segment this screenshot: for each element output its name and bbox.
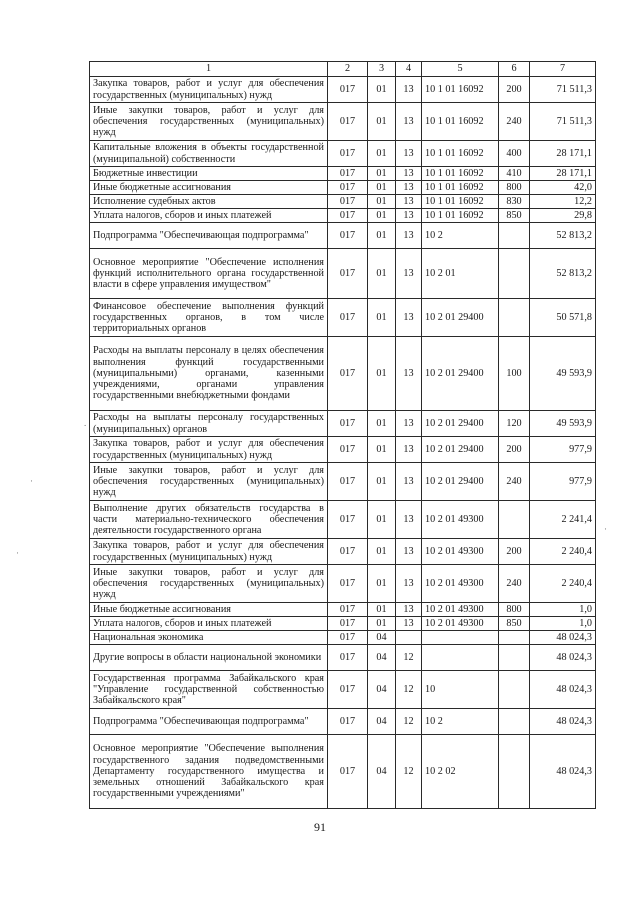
cell-target-article: 10 2 01 49300 <box>422 603 499 617</box>
cell-amount: 1,0 <box>530 603 596 617</box>
cell-section: 01 <box>368 437 396 463</box>
cell-target-article: 10 2 02 <box>422 735 499 809</box>
cell-name: Другие вопросы в области национальной экономики <box>90 645 328 671</box>
cell-expense-type <box>499 299 530 337</box>
cell-subsection: 13 <box>396 209 422 223</box>
cell-amount: 48 024,3 <box>530 671 596 709</box>
cell-admin-code: 017 <box>328 671 368 709</box>
table-row <box>90 735 596 809</box>
cell-expense-type: 200 <box>499 539 530 565</box>
cell-target-article: 10 2 01 <box>422 249 499 299</box>
table-row <box>90 249 596 299</box>
cell-expense-type <box>499 249 530 299</box>
cell-admin-code: 017 <box>328 249 368 299</box>
cell-name: Национальная экономика <box>90 631 328 645</box>
cell-name: Выполнение других обязательств государства в части материально-технического обеспечения деятельности государственного органа <box>90 501 328 539</box>
cell-expense-type <box>499 671 530 709</box>
cell-expense-type: 850 <box>499 617 530 631</box>
cell-name: Подпрограмма "Обеспечивающая подпрограмма" <box>90 223 328 249</box>
column-header-5: 5 <box>422 62 499 77</box>
cell-target-article: 10 1 01 16092 <box>422 103 499 141</box>
cell-name: Основное мероприятие "Обеспечение исполнения функций исполнительного органа государственной власти в сфере управления имуществом" <box>90 249 328 299</box>
scan-dot: . <box>84 418 87 428</box>
scan-dot: · <box>16 548 19 558</box>
cell-expense-type <box>499 709 530 735</box>
cell-target-article: 10 <box>422 671 499 709</box>
cell-expense-type <box>499 223 530 249</box>
cell-target-article: 10 2 <box>422 709 499 735</box>
cell-expense-type: 240 <box>499 463 530 501</box>
cell-admin-code: 017 <box>328 617 368 631</box>
cell-expense-type <box>499 645 530 671</box>
column-header-1: 1 <box>90 62 328 77</box>
cell-target-article: 10 2 01 29400 <box>422 463 499 501</box>
cell-subsection: 13 <box>396 337 422 411</box>
cell-section: 01 <box>368 299 396 337</box>
cell-target-article: 10 2 01 49300 <box>422 617 499 631</box>
cell-section: 01 <box>368 539 396 565</box>
cell-section: 01 <box>368 617 396 631</box>
cell-admin-code: 017 <box>328 337 368 411</box>
cell-subsection: 13 <box>396 411 422 437</box>
cell-name: Государственная программа Забайкальского края "Управление государственной собственностью Забайкальского края" <box>90 671 328 709</box>
table-row <box>90 501 596 539</box>
cell-subsection: 12 <box>396 645 422 671</box>
cell-target-article: 10 1 01 16092 <box>422 181 499 195</box>
table-row <box>90 671 596 709</box>
cell-name: Закупка товаров, работ и услуг для обеспечения государственных (муниципальных) нужд <box>90 437 328 463</box>
cell-target-article: 10 1 01 16092 <box>422 195 499 209</box>
cell-section: 01 <box>368 167 396 181</box>
cell-subsection: 13 <box>396 565 422 603</box>
cell-subsection: 13 <box>396 501 422 539</box>
column-header-4: 4 <box>396 62 422 77</box>
cell-subsection: 13 <box>396 167 422 181</box>
table-row <box>90 337 596 411</box>
cell-section: 01 <box>368 603 396 617</box>
cell-target-article: 10 1 01 16092 <box>422 167 499 181</box>
cell-target-article: 10 2 01 29400 <box>422 299 499 337</box>
table-row <box>90 645 596 671</box>
cell-name: Основное мероприятие "Обеспечение выполнения государственного задания подведомственными Департаменту государственного имущества и земельных отношений Забайкальского края государственными учреждениями" <box>90 735 328 809</box>
table-row <box>90 223 596 249</box>
table-row <box>90 411 596 437</box>
cell-admin-code: 017 <box>328 299 368 337</box>
cell-amount: 71 511,3 <box>530 103 596 141</box>
table-row <box>90 709 596 735</box>
table-row <box>90 141 596 167</box>
table-row <box>90 299 596 337</box>
cell-amount: 977,9 <box>530 437 596 463</box>
cell-expense-type: 100 <box>499 337 530 411</box>
cell-name: Уплата налогов, сборов и иных платежей <box>90 209 328 223</box>
cell-target-article <box>422 631 499 645</box>
cell-subsection: 13 <box>396 299 422 337</box>
cell-amount: 977,9 <box>530 463 596 501</box>
cell-subsection: 13 <box>396 77 422 103</box>
column-header-6: 6 <box>499 62 530 77</box>
cell-subsection: 13 <box>396 141 422 167</box>
cell-admin-code: 017 <box>328 209 368 223</box>
cell-name: Исполнение судебных актов <box>90 195 328 209</box>
cell-subsection: 13 <box>396 195 422 209</box>
cell-subsection <box>396 631 422 645</box>
cell-expense-type: 240 <box>499 565 530 603</box>
cell-expense-type: 240 <box>499 103 530 141</box>
page-number: 91 <box>314 820 326 834</box>
cell-amount: 50 571,8 <box>530 299 596 337</box>
cell-target-article <box>422 645 499 671</box>
cell-section: 04 <box>368 645 396 671</box>
cell-amount: 48 024,3 <box>530 631 596 645</box>
cell-amount: 2 240,4 <box>530 565 596 603</box>
table-row <box>90 209 596 223</box>
cell-name: Иные бюджетные ассигнования <box>90 181 328 195</box>
cell-amount: 71 511,3 <box>530 77 596 103</box>
cell-expense-type: 200 <box>499 437 530 463</box>
cell-expense-type: 800 <box>499 181 530 195</box>
table-row <box>90 437 596 463</box>
cell-target-article: 10 2 01 29400 <box>422 411 499 437</box>
cell-amount: 12,2 <box>530 195 596 209</box>
cell-admin-code: 017 <box>328 631 368 645</box>
cell-target-article: 10 1 01 16092 <box>422 77 499 103</box>
table-row <box>90 181 596 195</box>
cell-name: Иные закупки товаров, работ и услуг для обеспечения государственных (муниципальных) нужд <box>90 565 328 603</box>
cell-admin-code: 017 <box>328 603 368 617</box>
cell-name: Иные закупки товаров, работ и услуг для обеспечения государственных (муниципальных) нужд <box>90 103 328 141</box>
cell-admin-code: 017 <box>328 141 368 167</box>
column-header-7: 7 <box>530 62 596 77</box>
cell-amount: 42,0 <box>530 181 596 195</box>
table-row <box>90 617 596 631</box>
column-header-2: 2 <box>328 62 368 77</box>
table-row <box>90 463 596 501</box>
cell-subsection: 13 <box>396 539 422 565</box>
cell-admin-code: 017 <box>328 463 368 501</box>
cell-section: 01 <box>368 411 396 437</box>
cell-subsection: 13 <box>396 463 422 501</box>
cell-section: 04 <box>368 735 396 809</box>
cell-admin-code: 017 <box>328 195 368 209</box>
cell-name: Подпрограмма "Обеспечивающая подпрограмма" <box>90 709 328 735</box>
table-header-row <box>90 62 596 77</box>
cell-amount: 1,0 <box>530 617 596 631</box>
cell-name: Иные бюджетные ассигнования <box>90 603 328 617</box>
cell-name: Иные закупки товаров, работ и услуг для обеспечения государственных (муниципальных) нужд <box>90 463 328 501</box>
cell-name: Уплата налогов, сборов и иных платежей <box>90 617 328 631</box>
table-row <box>90 603 596 617</box>
cell-expense-type: 200 <box>499 77 530 103</box>
cell-subsection: 13 <box>396 603 422 617</box>
cell-target-article: 10 2 01 49300 <box>422 565 499 603</box>
cell-expense-type <box>499 501 530 539</box>
cell-expense-type: 800 <box>499 603 530 617</box>
cell-target-article: 10 2 <box>422 223 499 249</box>
table-row <box>90 631 596 645</box>
table-row <box>90 539 596 565</box>
cell-admin-code: 017 <box>328 437 368 463</box>
cell-amount: 29,8 <box>530 209 596 223</box>
cell-section: 01 <box>368 181 396 195</box>
cell-subsection: 12 <box>396 735 422 809</box>
table-body <box>90 77 596 809</box>
cell-name: Расходы на выплаты персоналу государственных (муниципальных) органов <box>90 411 328 437</box>
cell-subsection: 12 <box>396 709 422 735</box>
cell-admin-code: 017 <box>328 223 368 249</box>
cell-admin-code: 017 <box>328 735 368 809</box>
cell-expense-type: 850 <box>499 209 530 223</box>
cell-name: Финансовое обеспечение выполнения функций государственных органов, в том числе территориальных органов <box>90 299 328 337</box>
cell-admin-code: 017 <box>328 709 368 735</box>
cell-amount: 28 171,1 <box>530 141 596 167</box>
cell-amount: 2 241,4 <box>530 501 596 539</box>
cell-subsection: 13 <box>396 103 422 141</box>
cell-amount: 48 024,3 <box>530 645 596 671</box>
cell-admin-code: 017 <box>328 181 368 195</box>
cell-amount: 52 813,2 <box>530 223 596 249</box>
cell-amount: 48 024,3 <box>530 709 596 735</box>
cell-section: 04 <box>368 631 396 645</box>
cell-subsection: 12 <box>396 671 422 709</box>
cell-section: 01 <box>368 337 396 411</box>
budget-table <box>89 61 596 809</box>
cell-section: 01 <box>368 103 396 141</box>
cell-subsection: 13 <box>396 617 422 631</box>
cell-target-article: 10 1 01 16092 <box>422 209 499 223</box>
cell-admin-code: 017 <box>328 77 368 103</box>
table-row <box>90 167 596 181</box>
cell-expense-type <box>499 735 530 809</box>
cell-amount: 28 171,1 <box>530 167 596 181</box>
cell-amount: 49 593,9 <box>530 337 596 411</box>
table-row <box>90 565 596 603</box>
cell-expense-type: 120 <box>499 411 530 437</box>
cell-section: 01 <box>368 501 396 539</box>
cell-section: 01 <box>368 223 396 249</box>
cell-admin-code: 017 <box>328 645 368 671</box>
cell-admin-code: 017 <box>328 565 368 603</box>
column-header-3: 3 <box>368 62 396 77</box>
cell-target-article: 10 1 01 16092 <box>422 141 499 167</box>
cell-target-article: 10 2 01 49300 <box>422 501 499 539</box>
cell-admin-code: 017 <box>328 501 368 539</box>
cell-section: 04 <box>368 709 396 735</box>
table-row <box>90 103 596 141</box>
cell-amount: 48 024,3 <box>530 735 596 809</box>
table-row <box>90 77 596 103</box>
cell-expense-type: 400 <box>499 141 530 167</box>
cell-subsection: 13 <box>396 181 422 195</box>
table-row <box>90 195 596 209</box>
cell-amount: 49 593,9 <box>530 411 596 437</box>
cell-name: Расходы на выплаты персоналу в целях обеспечения выполнения функций государственными (муниципальными) органами, казенными учреждениями, органами управления государственными внебюджетными фондами <box>90 337 328 411</box>
cell-section: 01 <box>368 195 396 209</box>
cell-target-article: 10 2 01 49300 <box>422 539 499 565</box>
scan-dot: · <box>30 476 33 486</box>
cell-name: Капитальные вложения в объекты государственной (муниципальной) собственности <box>90 141 328 167</box>
scan-dot: · <box>604 524 607 534</box>
cell-subsection: 13 <box>396 223 422 249</box>
cell-section: 01 <box>368 77 396 103</box>
cell-admin-code: 017 <box>328 103 368 141</box>
cell-section: 01 <box>368 463 396 501</box>
cell-section: 01 <box>368 141 396 167</box>
cell-target-article: 10 2 01 29400 <box>422 437 499 463</box>
cell-expense-type <box>499 631 530 645</box>
cell-name: Бюджетные инвестиции <box>90 167 328 181</box>
cell-admin-code: 017 <box>328 539 368 565</box>
cell-admin-code: 017 <box>328 167 368 181</box>
cell-subsection: 13 <box>396 249 422 299</box>
cell-section: 04 <box>368 671 396 709</box>
cell-expense-type: 410 <box>499 167 530 181</box>
cell-section: 01 <box>368 209 396 223</box>
cell-expense-type: 830 <box>499 195 530 209</box>
cell-name: Закупка товаров, работ и услуг для обеспечения государственных (муниципальных) нужд <box>90 539 328 565</box>
cell-name: Закупка товаров, работ и услуг для обеспечения государственных (муниципальных) нужд <box>90 77 328 103</box>
cell-section: 01 <box>368 249 396 299</box>
cell-admin-code: 017 <box>328 411 368 437</box>
cell-subsection: 13 <box>396 437 422 463</box>
cell-section: 01 <box>368 565 396 603</box>
cell-amount: 2 240,4 <box>530 539 596 565</box>
cell-amount: 52 813,2 <box>530 249 596 299</box>
cell-target-article: 10 2 01 29400 <box>422 337 499 411</box>
